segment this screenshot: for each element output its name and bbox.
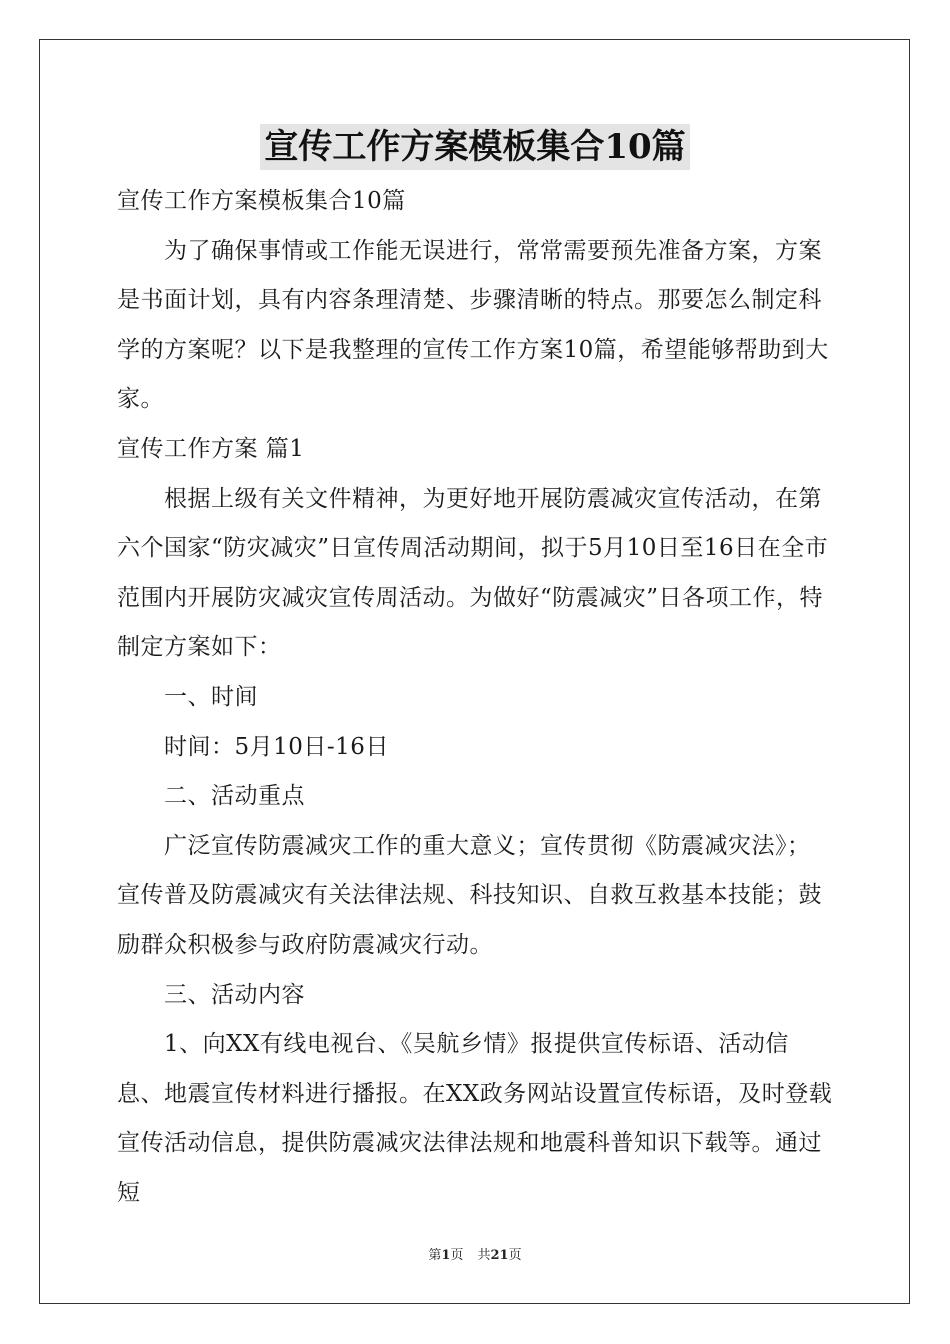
paragraph: 为了确保事情或工作能无误进行，常常需要预先准备方案，方案是书面计划，具有内容条理清楚、步骤清晰的特点。那要怎么制定科学的方案呢？以下是我整理的宣传工作方案10篇，希望能够帮助到大家。 bbox=[117, 237, 829, 413]
subheading: 二、活动重点 bbox=[164, 783, 305, 810]
paragraph: 1、向XX有线电视台、《吴航乡情》报提供宣传标语、活动信息、地震宣传材料进行播报。在XX政务网站设置宣传标语，及时登载宣传活动信息，提供防震减灾法律法规和地震科普知识下载等。通过短 bbox=[117, 1031, 833, 1206]
paragraph: 根据上级有关文件精神，为更好地开展防震减灾宣传活动，在第六个国家“防灾减灾”日宣传周活动期间，拟于5月10日至16日在全市范围内开展防灾减灾宣传周活动。为做好“防震减灾”日各项工作，特制定方案如下： bbox=[117, 485, 829, 661]
subheading: 三、活动内容 bbox=[164, 981, 305, 1008]
document-body bbox=[117, 177, 833, 1218]
subheading: 一、时间 bbox=[164, 683, 258, 710]
page-total: 21 bbox=[490, 1248, 509, 1263]
paragraph: 时间：5月10日-16日 bbox=[164, 733, 389, 760]
section-heading: 宣传工作方案 篇1 bbox=[117, 435, 305, 462]
page-footer bbox=[0, 1244, 950, 1263]
title-wrap bbox=[0, 124, 950, 170]
page-current: 1 bbox=[441, 1248, 451, 1263]
page-suffix: 页 bbox=[450, 1248, 464, 1263]
total-suffix: 页 bbox=[508, 1248, 522, 1263]
paragraph: 广泛宣传防震减灾工作的重大意义；宣传贯彻《防震减灾法》；宣传普及防震减灾有关法律法规、科技知识、自救互救基本技能；鼓励群众积极参与政府防震减灾行动。 bbox=[117, 832, 822, 958]
document-title: 宣传工作方案模板集合10篇 bbox=[260, 124, 689, 170]
total-prefix: 共 bbox=[477, 1248, 491, 1263]
page-prefix: 第 bbox=[428, 1248, 442, 1263]
paragraph: 宣传工作方案模板集合10篇 bbox=[117, 188, 406, 214]
